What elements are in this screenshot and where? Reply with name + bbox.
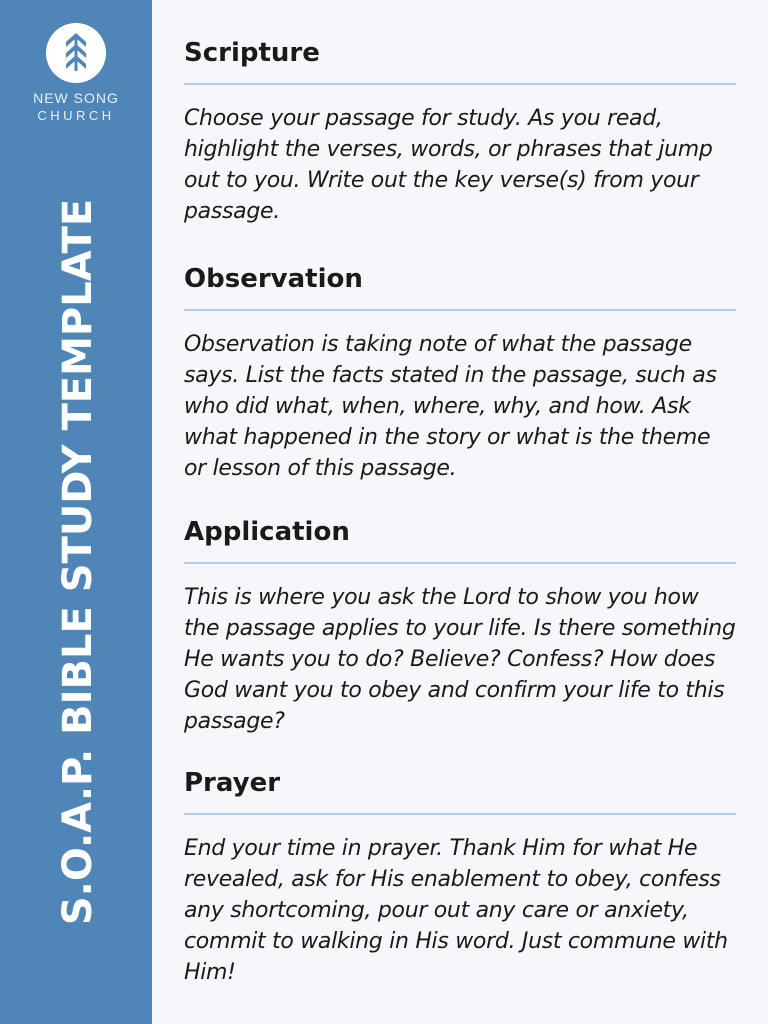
section-body: End your time in prayer. Thank Him for what He revealed, ask for His enablement to obey, confess any shortcoming, pour out any care or anxiety, commit to walking in His word. Just commune with Him! xyxy=(184,836,728,985)
document-title: S.O.A.P. BIBLE STUDY TEMPLATE xyxy=(55,198,101,926)
section-prayer xyxy=(184,765,736,988)
section-body: Choose your passage for study. As you read, highlight the verses, words, or phrases that jump out to you. Write out the key verse(s) from your passage. xyxy=(184,106,713,224)
section-heading: Observation xyxy=(184,264,363,294)
church-name-line2: CHURCH xyxy=(37,108,115,123)
divider xyxy=(184,813,736,815)
divider xyxy=(184,309,736,311)
divider xyxy=(184,83,736,85)
section-observation xyxy=(184,261,736,484)
section-body: This is where you ask the Lord to show you how the passage applies to your life. Is there something He wants you to do? Believe? Confess? How does God want you to obey and confirm your life to this passage? xyxy=(184,585,736,734)
chevrons-up-logo-icon xyxy=(46,23,106,83)
section-body: Observation is taking note of what the passage says. List the facts stated in the passage, such as who did what, when, where, why, and how. Ask what happened in the story or what is the theme or lesson of this passage. xyxy=(184,332,717,481)
section-heading: Prayer xyxy=(184,768,281,798)
section-scripture xyxy=(184,35,736,227)
sidebar xyxy=(0,0,152,1024)
section-application xyxy=(184,514,736,737)
church-logo xyxy=(46,23,106,83)
divider xyxy=(184,562,736,564)
section-heading: Scripture xyxy=(184,38,320,68)
church-name-line1: NEW SONG xyxy=(33,90,119,106)
section-heading: Application xyxy=(184,517,350,547)
